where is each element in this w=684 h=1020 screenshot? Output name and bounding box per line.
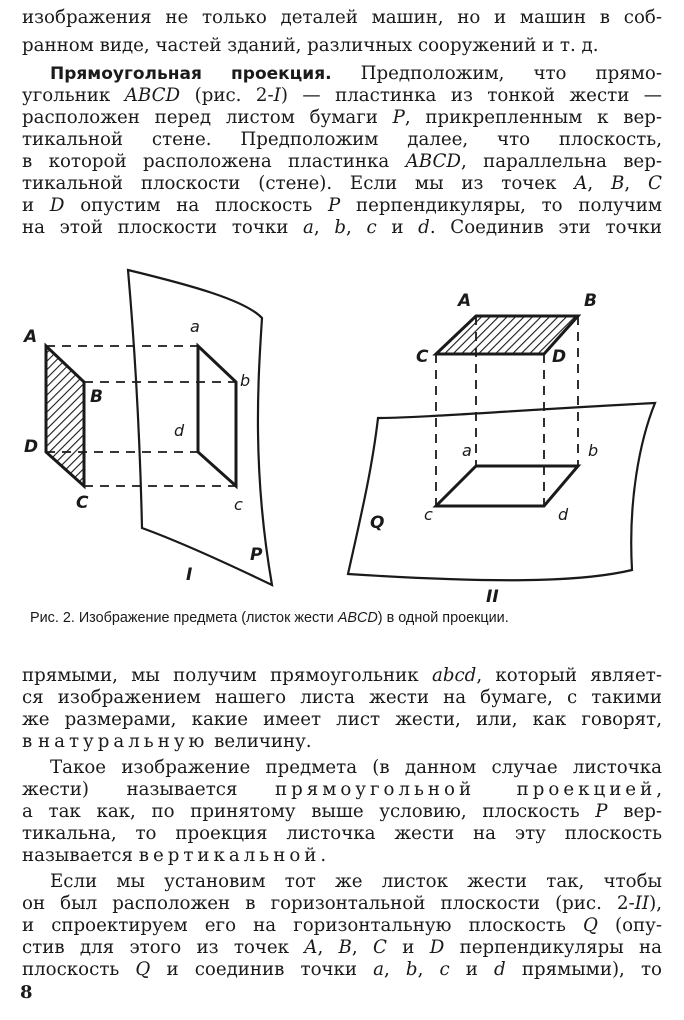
text-line: же размерами, какие имеет лист жести, или, как говорят, [22, 709, 662, 730]
label-B: B [90, 387, 103, 407]
label-plane-Q: Q [370, 513, 385, 533]
label-a: a [190, 317, 200, 336]
text-line: расположен перед листом бумаги P, прикрепленным к вер- [22, 107, 662, 128]
text-line: тикальна, то проекция листочка жести на эту плоскость [22, 823, 662, 844]
label-C: C [416, 347, 429, 367]
text-line: жести) называется прямоугольной проекцией, [22, 779, 662, 800]
label-c: c [424, 505, 433, 524]
section-heading: Прямоугольная проекция. [50, 64, 332, 84]
text-line: ранном виде, частей зданий, различных сооружений и т. д. [22, 35, 599, 56]
label-d: d [174, 421, 185, 440]
label-C: C [76, 493, 89, 513]
label-b: b [588, 441, 599, 460]
label-roman-I: I [186, 565, 193, 585]
label-c: c [234, 495, 243, 514]
label-d: d [558, 505, 569, 524]
text-line: ся изображением нашего листа жести на бумаге, с такими [22, 687, 662, 708]
text-line: тикальной стене. Предположим далее, что плоскость, [22, 129, 662, 150]
plate-abcd [46, 346, 84, 486]
text-line: называется вертикальной. [22, 845, 327, 866]
text-line: плоскость Q и соединив точки a, b, c и d прямыми), то [22, 959, 662, 980]
label-A: A [24, 327, 38, 347]
horizontal-plane-q [348, 403, 655, 580]
text-line: а так как, по принятому выше условию, плоскость P вер- [22, 801, 663, 822]
label-A: A [458, 291, 472, 311]
figure-right [348, 291, 655, 607]
text-line: Если мы установим тот же листок жести так, чтобы [50, 871, 662, 892]
vertical-plane-p [128, 270, 272, 585]
page-number: 8 [20, 982, 33, 1003]
text-line: в натуральную величину. [22, 731, 312, 752]
text-line: тикальной плоскости (стене). Если мы из точек A, B, C [22, 173, 662, 194]
label-plane-P: P [250, 545, 263, 565]
text-line: стив для этого из точек A, B, C и D перпендикуляры на [22, 937, 662, 958]
label-D: D [552, 347, 567, 367]
figure-caption: Рис. 2. Изображение предмета (листок жести ABCD) в одной проекции. [30, 610, 509, 626]
figure-left [22, 270, 272, 585]
text-line: прямыми, мы получим прямоугольник abcd, который являет- [22, 665, 662, 686]
text-line: Такое изображение предмета (в данном случае листочка [50, 757, 662, 778]
text-line: и D опустим на плоскость P перпендикуляры, то получим [22, 195, 662, 216]
text-line: и спроектируем его на горизонтальную плоскость Q (опу- [22, 915, 662, 936]
text-line: в которой расположена пластинка ABCD, параллельна вер- [22, 151, 662, 172]
label-roman-II: II [486, 587, 499, 607]
text-line: угольник ABCD (рис. 2-I) — пластинка из тонкой жести — [22, 85, 662, 106]
projection-abcd-horizontal [436, 466, 578, 506]
label-B: B [584, 291, 597, 311]
text-line: на этой плоскости точки a, b, c и d. Соединив эти точки [22, 217, 662, 238]
label-b: b [240, 371, 251, 390]
label-a: a [462, 441, 472, 460]
text-line: Прямоугольная проекция. Предположим, что прямо- [50, 63, 662, 84]
projection-abcd-vertical [198, 346, 236, 486]
label-D: D [24, 437, 39, 457]
text-line: он был расположен в горизонтальной плоскости (рис. 2-II), [22, 893, 662, 914]
text-line: изображения не только деталей машин, но и машин в соб- [22, 7, 662, 28]
